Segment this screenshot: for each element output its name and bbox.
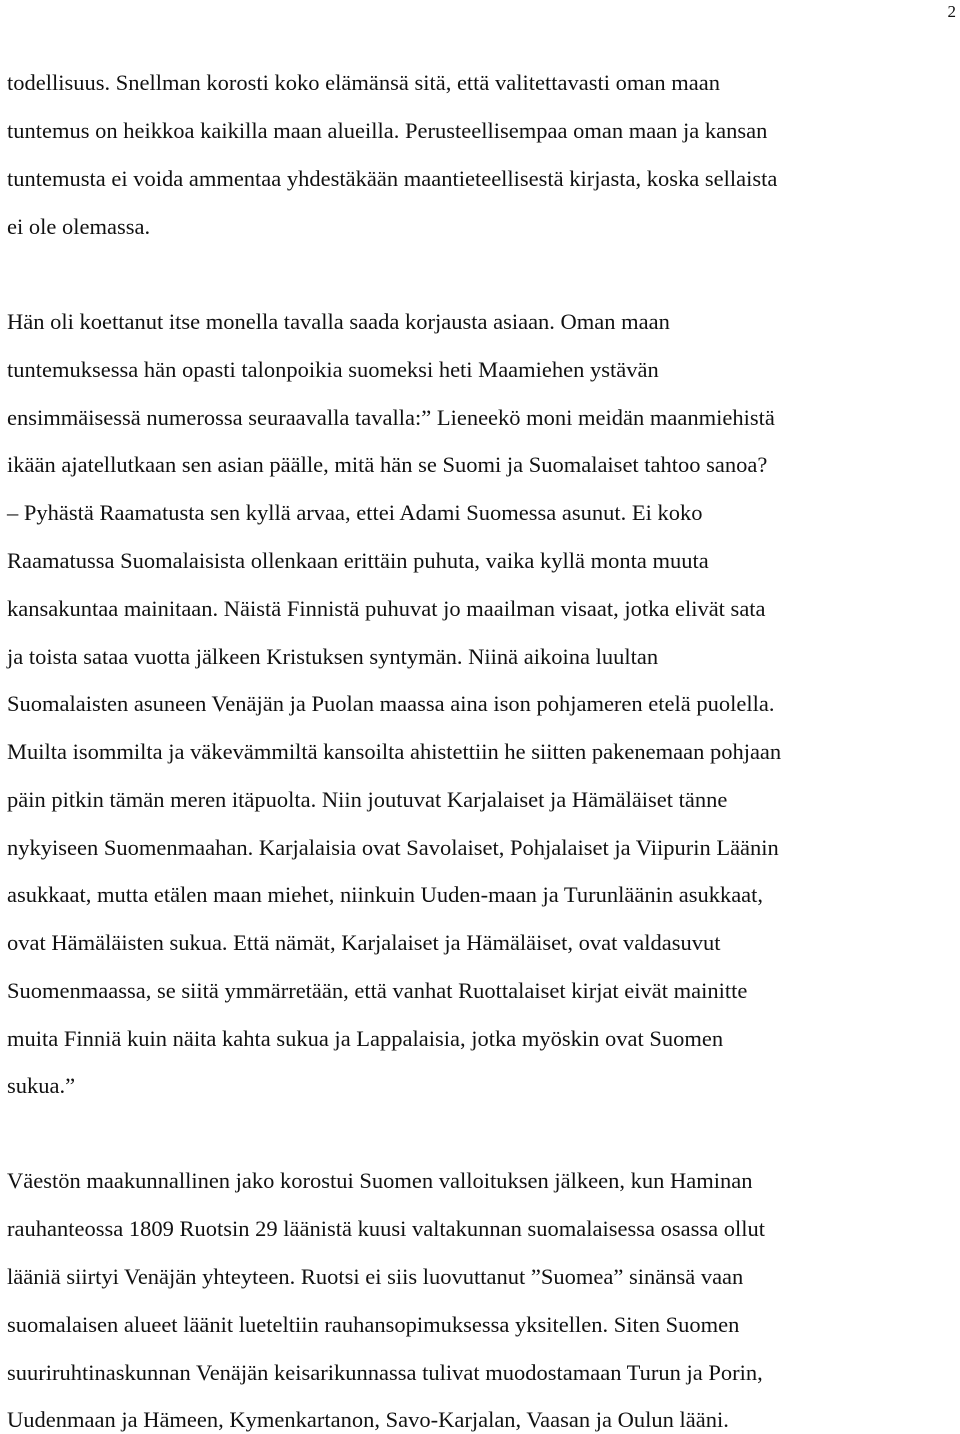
text-line: – Pyhästä Raamatusta sen kyllä arvaa, ettei Adami Suomessa asunut. Ei koko (7, 500, 703, 525)
text-line: ovat Hämäläisten sukua. Että nämät, Karjalaiset ja Hämäläiset, ovat valdasuvut (7, 930, 721, 955)
text-line: tuntemuksessa hän opasti talonpoikia suomeksi heti Maamiehen ystävän (7, 357, 659, 382)
text-line: ei ole olemassa. (7, 214, 151, 239)
text-line: päin pitkin tämän meren itäpuolta. Niin joutuvat Karjalaiset ja Hämäläiset tänne (7, 787, 728, 812)
text-line: ja toista sataa vuotta jälkeen Kristuksen syntymän. Niinä aikoina luultan (7, 644, 659, 669)
text-line: Väestön maakunnallinen jako korostui Suomen valloituksen jälkeen, kun Haminan (7, 1168, 753, 1193)
text-line: nykyiseen Suomenmaahan. Karjalaisia ovat Savolaiset, Pohjalaiset ja Viipurin Läänin (7, 835, 779, 860)
text-line: Hän oli koettanut itse monella tavalla saada korjausta asiaan. Oman maan (7, 309, 670, 334)
text-line: todellisuus. Snellman korosti koko elämänsä sitä, että valitettavasti oman maan (7, 70, 720, 95)
text-line: lääniä siirtyi Venäjän yhteyteen. Ruotsi ei siis luovuttanut ”Suomea” sinänsä vaan (7, 1264, 744, 1289)
text-line: Uudenmaan ja Hämeen, Kymenkartanon, Savo-Karjalan, Vaasan ja Oulun lääni. (7, 1407, 729, 1432)
text-line: tuntemus on heikkoa kaikilla maan alueilla. Perusteellisempaa oman maan ja kansan (7, 118, 768, 143)
text-line: ikään ajatellutkaan sen asian päälle, mitä hän se Suomi ja Suomalaiset tahtoo sanoa? (7, 452, 768, 477)
text-line: Suomenmaassa, se siitä ymmärretään, että vanhat Ruottalaiset kirjat eivät mainitte (7, 978, 748, 1003)
page-number: 2 (947, 2, 956, 21)
text-line: sukua.” (7, 1073, 76, 1098)
text-line: muita Finniä kuin näita kahta sukua ja Lappalaisia, jotka myöskin ovat Suomen (7, 1026, 724, 1051)
text-line: ensimmäisessä numerossa seuraavalla tavalla:” Lieneekö moni meidän maanmiehistä (7, 405, 775, 430)
text-line: Raamatussa Suomalaisista ollenkaan erittäin puhuta, vaika kyllä monta muuta (7, 548, 709, 573)
text-line: suuriruhtinaskunnan Venäjän keisarikunnassa tulivat muodostamaan Turun ja Porin, (7, 1360, 763, 1385)
text-line: asukkaat, mutta etälen maan miehet, niinkuin Uuden-maan ja Turunläänin asukkaat, (7, 882, 764, 907)
text-line: rauhanteossa 1809 Ruotsin 29 läänistä kuusi valtakunnan suomalaisessa osassa ollut (7, 1216, 766, 1241)
text-line: suomalaisen alueet läänit lueteltiin rauhansopimuksessa yksitellen. Siten Suomen (7, 1312, 740, 1337)
text-line: Suomalaisten asuneen Venäjän ja Puolan maassa aina ison pohjameren etelä puolella. (7, 691, 775, 716)
text-line: kansakuntaa mainitaan. Näistä Finnistä puhuvat jo maailman visaat, jotka elivät sata (7, 596, 766, 621)
text-line: tuntemusta ei voida ammentaa yhdestäkään maantieteellisestä kirjasta, koska sellaista (7, 166, 778, 191)
text-line: Muilta isommilta ja väkevämmiltä kansoilta ahistettiin he siitten pakenemaan pohjaan (7, 739, 782, 764)
